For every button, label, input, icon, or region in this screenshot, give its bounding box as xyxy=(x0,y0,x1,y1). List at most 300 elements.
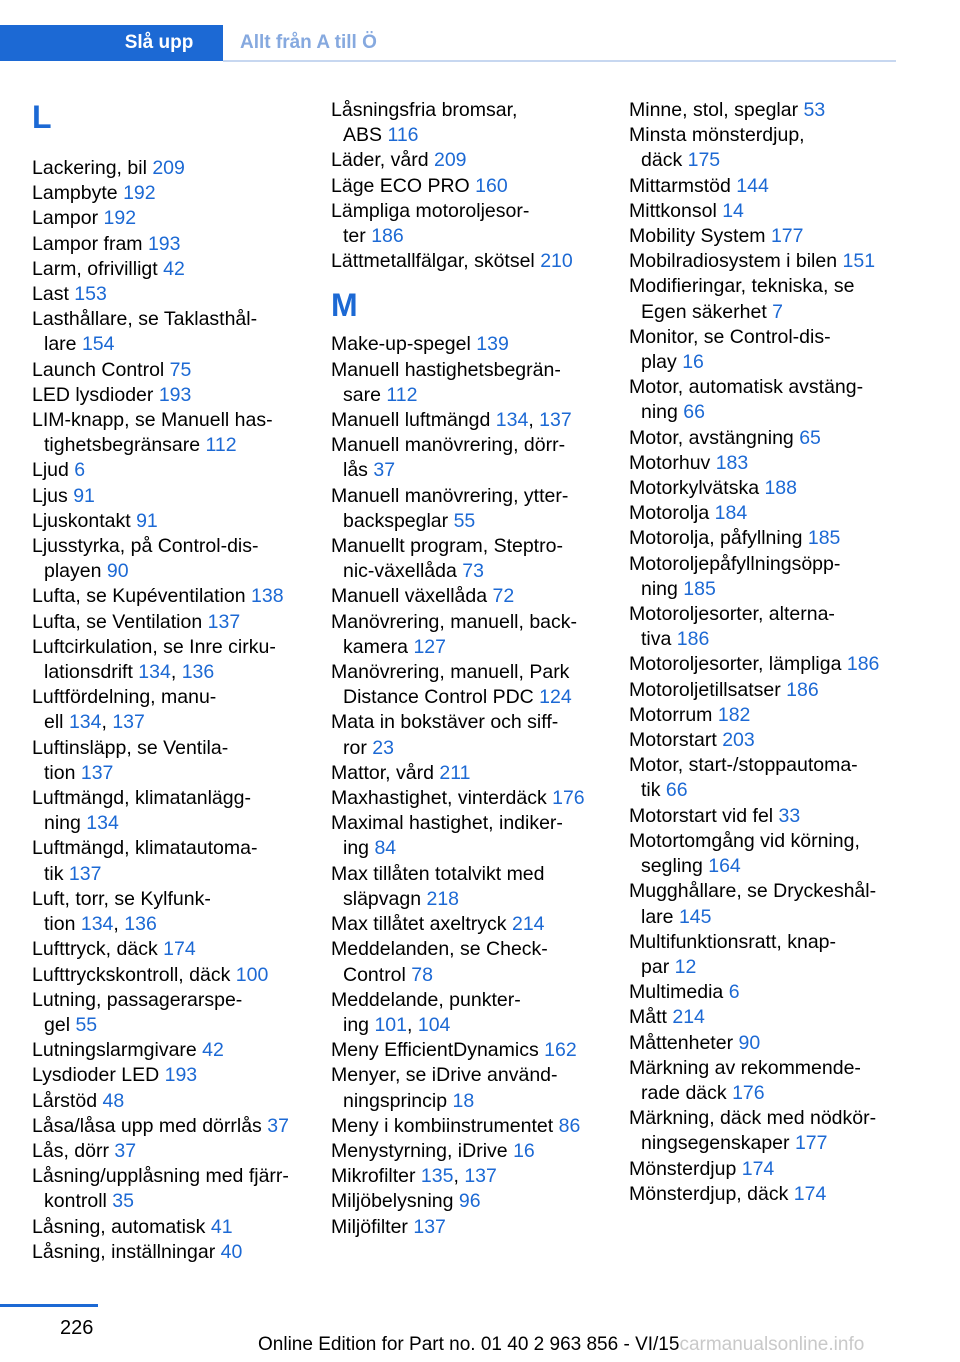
page-separator: , xyxy=(101,711,113,734)
page-link[interactable]: 33 xyxy=(778,804,801,827)
page-link[interactable]: 137 xyxy=(539,409,572,432)
page-link[interactable]: 214 xyxy=(672,1006,705,1029)
index-entry xyxy=(32,458,322,483)
page-link[interactable]: 139 xyxy=(476,333,509,356)
index-entry xyxy=(32,1038,322,1063)
page-link[interactable]: 75 xyxy=(169,358,192,381)
index-entry xyxy=(629,325,919,375)
index-entry xyxy=(629,98,919,123)
entry-text: Lufta, se Ventilation xyxy=(32,610,208,633)
page-link[interactable]: 134 xyxy=(138,661,171,684)
index-entry xyxy=(629,930,919,980)
page-link[interactable]: 14 xyxy=(722,199,744,222)
entry-text-continued: ter xyxy=(343,225,372,248)
entry-text: Motoroljepåfyllningsöpp- xyxy=(629,552,841,575)
index-entry xyxy=(32,610,322,635)
index-entry xyxy=(629,1056,919,1106)
index-entry xyxy=(331,332,621,357)
entry-text: Manuell manövrering, ytter- xyxy=(331,484,569,507)
page-separator: , xyxy=(407,1013,418,1036)
page-number: 226 xyxy=(60,1317,94,1339)
page-link[interactable]: 35 xyxy=(112,1190,134,1213)
index-entry xyxy=(629,678,919,703)
page-link[interactable]: 42 xyxy=(202,1039,224,1062)
entry-text: Ljus xyxy=(32,484,74,507)
entry-text-continued: ningsegenskaper xyxy=(641,1132,795,1155)
page-link[interactable]: 160 xyxy=(475,174,508,197)
page-link[interactable]: 184 xyxy=(714,502,748,525)
page-link[interactable]: 186 xyxy=(371,225,404,248)
entry-text: Lampbyte xyxy=(32,182,124,205)
entry-text: LED lysdioder xyxy=(32,383,159,406)
page-link[interactable]: 186 xyxy=(786,678,819,701)
page-link[interactable]: 91 xyxy=(73,484,95,507)
page-link[interactable]: 137 xyxy=(207,610,241,633)
entry-text-continued: kamera xyxy=(343,635,414,658)
index-entry xyxy=(32,963,322,988)
index-letter-heading: M xyxy=(331,287,358,324)
page-link[interactable]: 116 xyxy=(387,124,419,147)
entry-text-continued: kontroll xyxy=(44,1190,113,1213)
page-link[interactable]: 96 xyxy=(458,1190,481,1213)
page-link[interactable]: 124 xyxy=(539,686,572,709)
entry-text: Manuell växellåda xyxy=(331,585,493,608)
index-entry xyxy=(629,552,919,602)
page-link[interactable]: 6 xyxy=(74,459,86,482)
page-link[interactable]: 12 xyxy=(674,955,697,978)
page-link[interactable]: 86 xyxy=(558,1114,581,1137)
page-link[interactable]: 138 xyxy=(251,585,284,608)
entry-text: Modifieringar, tekniska, se xyxy=(629,275,855,298)
index-entry xyxy=(32,1240,322,1265)
page-link[interactable]: 23 xyxy=(372,736,394,759)
page-link[interactable]: 185 xyxy=(807,527,841,550)
index-entry xyxy=(331,433,621,483)
entry-text: Mata in bokstäver och siff- xyxy=(331,711,559,734)
page-link[interactable]: 112 xyxy=(205,434,237,457)
entry-text: Märkning av rekommende- xyxy=(629,1056,861,1079)
entry-text: Meddelanden, se Check- xyxy=(331,938,548,961)
page-link[interactable]: 182 xyxy=(717,703,751,726)
entry-text: Make-up-spegel xyxy=(331,333,477,356)
entry-text: Motorrum xyxy=(629,703,718,726)
page-link[interactable]: 186 xyxy=(846,653,880,676)
page-link[interactable]: 137 xyxy=(68,862,102,885)
page-link[interactable]: 193 xyxy=(147,232,181,255)
page-link[interactable]: 176 xyxy=(552,787,585,810)
index-entry xyxy=(331,710,621,760)
index-entry xyxy=(32,635,322,685)
page-link[interactable]: 183 xyxy=(715,451,749,474)
page-link[interactable]: 137 xyxy=(112,711,145,734)
page-link[interactable]: 193 xyxy=(164,1064,198,1087)
entry-text: Motor, start-/stoppautoma- xyxy=(629,754,858,777)
page-link[interactable]: 203 xyxy=(722,729,755,752)
page-link[interactable]: 144 xyxy=(736,174,769,197)
page-link[interactable]: 104 xyxy=(417,1013,451,1036)
index-column-1 xyxy=(32,98,322,1265)
index-entry xyxy=(629,753,919,803)
index-entry xyxy=(629,274,919,324)
index-entry xyxy=(331,1114,621,1139)
page-link[interactable]: 137 xyxy=(413,1215,446,1238)
index-entry xyxy=(32,383,322,408)
index-entry xyxy=(32,484,322,509)
entry-text: Mönsterdjup, däck xyxy=(629,1182,794,1205)
entry-text: Max tillåten totalvikt med xyxy=(331,862,545,885)
index-entry xyxy=(331,1139,621,1164)
page-link[interactable]: 211 xyxy=(439,761,471,784)
index-entry xyxy=(32,408,322,458)
header-divider xyxy=(223,60,896,62)
index-entry xyxy=(32,534,322,584)
entry-text: Manövrering, manuell, back- xyxy=(331,610,578,633)
page-link[interactable]: 136 xyxy=(124,913,157,936)
page-link[interactable]: 101 xyxy=(374,1013,407,1036)
index-entry xyxy=(629,980,919,1005)
index-entry xyxy=(32,786,322,836)
index-entry xyxy=(331,660,621,710)
page-link[interactable]: 134 xyxy=(86,812,119,835)
entry-text: Lufttryckskontroll, däck xyxy=(32,963,236,986)
index-entry xyxy=(331,148,621,173)
page-link[interactable]: 41 xyxy=(210,1215,233,1238)
entry-text-continued: däck xyxy=(641,149,688,172)
page-link[interactable]: 72 xyxy=(492,585,515,608)
entry-text: Monitor, se Control-dis- xyxy=(629,325,831,348)
entry-text: Menystyrning, iDrive xyxy=(331,1139,514,1162)
index-entry xyxy=(331,937,621,987)
watermark: carmanualsonline.info xyxy=(679,1334,865,1355)
entry-text-continued: ell xyxy=(44,711,69,734)
entry-text-continued: Control xyxy=(343,963,412,986)
entry-text-continued: sare xyxy=(343,383,387,406)
index-entry xyxy=(629,501,919,526)
entry-text-continued: tion xyxy=(44,761,81,784)
index-entry xyxy=(32,282,322,307)
entry-text-continued: tighetsbegränsare xyxy=(44,434,206,457)
entry-text: Manuell manövrering, dörr- xyxy=(331,434,566,457)
page-link[interactable]: 134 xyxy=(68,711,102,734)
entry-text: Motoroljesorter, alterna- xyxy=(629,603,835,626)
entry-text: Lackering, bil xyxy=(32,157,153,179)
index-entry xyxy=(331,1038,621,1063)
page-link[interactable]: 135 xyxy=(420,1165,454,1188)
entry-text-continued: lås xyxy=(343,459,374,482)
entry-text: Manuellt program, Steptro- xyxy=(331,535,563,558)
index-entry xyxy=(331,408,621,433)
entry-text: Manuell luftmängd xyxy=(331,409,496,432)
entry-text: Minne, stol, speglar xyxy=(629,99,804,121)
entry-text: Motorstart xyxy=(629,729,723,752)
page-link[interactable]: 214 xyxy=(511,913,545,936)
page-link[interactable]: 66 xyxy=(665,779,688,802)
page-link[interactable]: 136 xyxy=(181,661,215,684)
entry-text: Läge ECO PRO xyxy=(331,174,476,197)
page-separator: , xyxy=(528,409,540,432)
index-entry xyxy=(32,358,322,383)
page-link[interactable]: 55 xyxy=(75,1013,98,1036)
page-separator: , xyxy=(453,1165,465,1188)
page-link[interactable]: 175 xyxy=(687,149,721,172)
page-link[interactable]: 16 xyxy=(513,1139,535,1162)
entry-text: Motorolja xyxy=(629,502,715,525)
entry-text-continued: Egen säkerhet xyxy=(641,300,773,323)
page-link[interactable]: 112 xyxy=(386,383,418,406)
index-column-2 xyxy=(331,98,621,1240)
page-link[interactable]: 91 xyxy=(136,509,158,532)
page-link[interactable]: 185 xyxy=(683,577,716,600)
entry-text-continued: ning xyxy=(641,401,684,424)
entry-text: Motortomgång vid körning, xyxy=(629,829,860,852)
page-link[interactable]: 90 xyxy=(738,1031,761,1054)
entry-text-continued: ABS xyxy=(343,124,388,147)
index-entry xyxy=(331,174,621,199)
entry-text: Mobilradiosystem i bilen xyxy=(629,250,843,273)
entry-text: Låsning, automatisk xyxy=(32,1215,211,1238)
page-link[interactable]: 55 xyxy=(453,509,476,532)
page-link[interactable]: 53 xyxy=(803,99,826,121)
page-link[interactable]: 7 xyxy=(772,300,784,323)
entry-text: Ljusstyrka, på Control-dis- xyxy=(32,535,259,558)
page-link[interactable]: 192 xyxy=(123,182,156,205)
page-link[interactable]: 18 xyxy=(452,1089,475,1112)
index-entry xyxy=(331,484,621,534)
index-entry xyxy=(629,829,919,879)
page-link[interactable]: 40 xyxy=(220,1240,243,1263)
page-link[interactable]: 188 xyxy=(764,477,797,500)
entry-text: Motor, automatisk avstäng- xyxy=(629,376,864,399)
page-link[interactable]: 186 xyxy=(676,628,710,651)
footer-edition: Online Edition for Part no. 01 40 2 963 856 - VI/15carmanualsonline.info xyxy=(258,1334,865,1355)
index-entry xyxy=(331,98,621,148)
index-entry xyxy=(629,1031,919,1056)
page-link[interactable]: 162 xyxy=(544,1039,577,1062)
page-link[interactable]: 84 xyxy=(374,837,397,860)
page-link[interactable]: 209 xyxy=(433,149,467,172)
entry-text-continued: Distance Control PDC xyxy=(343,686,540,709)
entry-text-continued: par xyxy=(641,955,675,978)
tab-sla-upp[interactable]: Slå upp xyxy=(0,25,223,61)
entry-text: Motoroljetillsatser xyxy=(629,678,787,701)
page-link[interactable]: 37 xyxy=(373,459,396,482)
entry-text-continued: tik xyxy=(44,862,69,885)
index-entry xyxy=(629,703,919,728)
index-entry xyxy=(629,199,919,224)
entry-text: Luftfördelning, manu- xyxy=(32,686,217,709)
page-link[interactable]: 209 xyxy=(152,157,185,179)
entry-text-continued: ing xyxy=(343,837,375,860)
entry-text-continued: playen xyxy=(44,560,107,583)
entry-text: Mittkonsol xyxy=(629,199,723,222)
page-link[interactable]: 174 xyxy=(163,938,196,961)
page-link[interactable]: 42 xyxy=(163,257,185,280)
entry-text: Menyer, se iDrive använd- xyxy=(331,1064,558,1087)
index-entry xyxy=(331,1164,621,1189)
entry-text: Larm, ofrivilligt xyxy=(32,257,164,280)
index-entry xyxy=(331,811,621,861)
index-entry xyxy=(629,426,919,451)
page-link[interactable]: 48 xyxy=(102,1089,125,1112)
page-link[interactable]: 78 xyxy=(411,963,433,986)
entry-text: Minsta mönsterdjup, xyxy=(629,124,805,147)
entry-text: Motorkylvätska xyxy=(629,477,765,500)
index-entry xyxy=(32,181,322,206)
entry-text: Last xyxy=(32,283,75,306)
index-entry xyxy=(629,451,919,476)
page-link[interactable]: 100 xyxy=(235,963,269,986)
entry-text-continued: gel xyxy=(44,1013,76,1036)
tab-allt-fran-a-till-o[interactable]: Allt från A till Ö xyxy=(240,32,377,53)
page-link[interactable]: 153 xyxy=(74,283,107,306)
index-entry xyxy=(629,224,919,249)
entry-text: Luftmängd, klimatanlägg- xyxy=(32,787,251,810)
index-entry xyxy=(331,584,621,609)
index-entry xyxy=(331,862,621,912)
page-link[interactable]: 174 xyxy=(793,1182,827,1205)
page-link[interactable]: 137 xyxy=(80,761,114,784)
entry-text-continued: nic-växellåda xyxy=(343,560,463,583)
page-link[interactable]: 73 xyxy=(462,560,484,583)
entry-text-continued: rade däck xyxy=(641,1081,733,1104)
entry-text-continued: ing xyxy=(343,1013,375,1036)
index-entry xyxy=(32,232,322,257)
entry-text: Mattor, vård xyxy=(331,761,440,784)
index-entry xyxy=(331,912,621,937)
entry-text-continued: lationsdrift xyxy=(44,661,139,684)
index-entry xyxy=(629,249,919,274)
index-entry xyxy=(629,1157,919,1182)
index-entry xyxy=(331,1215,621,1240)
entry-text-continued: tion xyxy=(44,913,81,936)
entry-text-continued: backspeglar xyxy=(343,509,454,532)
page-link[interactable]: 176 xyxy=(732,1081,765,1104)
entry-text: Motorolja, påfyllning xyxy=(629,527,808,550)
index-entry xyxy=(331,610,621,660)
page-link[interactable]: 16 xyxy=(682,351,704,374)
page-link[interactable]: 37 xyxy=(114,1139,137,1162)
page-link[interactable]: 134 xyxy=(80,913,114,936)
page-link[interactable]: 151 xyxy=(842,250,876,273)
index-entry xyxy=(32,685,322,735)
page-link[interactable]: 154 xyxy=(81,333,115,356)
entry-text: Maximal hastighet, indiker- xyxy=(331,812,563,835)
index-entry xyxy=(32,1063,322,1088)
entry-text: Luftcirkulation, se Inre cirku- xyxy=(32,635,276,658)
page-link[interactable]: 192 xyxy=(103,207,137,230)
index-entry xyxy=(629,123,919,173)
entry-text: Märkning, däck med nödkör- xyxy=(629,1107,877,1130)
index-entry xyxy=(629,728,919,753)
entry-text: Lutning, passagerarspe- xyxy=(32,988,243,1011)
page-link[interactable]: 210 xyxy=(540,250,573,273)
index-entry xyxy=(32,206,322,231)
entry-text-continued: tik xyxy=(641,779,666,802)
entry-text: Lysdioder LED xyxy=(32,1064,165,1087)
entry-text: Lutningslarmgivare xyxy=(32,1039,203,1062)
page-link[interactable]: 193 xyxy=(158,383,192,406)
page-link[interactable]: 66 xyxy=(683,401,705,424)
entry-text: Multifunktionsratt, knap- xyxy=(629,930,837,953)
entry-text-continued: ningsprincip xyxy=(343,1089,453,1112)
index-entry xyxy=(331,534,621,584)
entry-text: Ljud xyxy=(32,459,75,482)
page-link[interactable]: 177 xyxy=(770,225,804,248)
entry-text: Mittarmstöd xyxy=(629,174,737,197)
page-link[interactable]: 174 xyxy=(741,1157,775,1180)
entry-text: Multimedia xyxy=(629,981,729,1004)
entry-text: Låsa/låsa upp med dörrlås xyxy=(32,1114,268,1137)
entry-text: Miljöbelysning xyxy=(331,1190,459,1213)
entry-text: Luft, torr, se Kylfunk- xyxy=(32,887,211,910)
entry-text: Meny i kombiinstrumentet xyxy=(331,1114,559,1137)
page-link[interactable]: 134 xyxy=(495,409,529,432)
page-link[interactable]: 6 xyxy=(728,981,740,1004)
entry-text: Mikrofilter xyxy=(331,1165,421,1188)
page-link[interactable]: 137 xyxy=(464,1165,497,1188)
entry-text: Motoroljesorter, lämpliga xyxy=(629,653,847,676)
index-letter-heading: L xyxy=(32,99,52,135)
entry-text: Lufttryck, däck xyxy=(32,938,164,961)
page-link[interactable]: 145 xyxy=(678,905,712,928)
entry-text-continued: ning xyxy=(44,812,87,835)
entry-text: Motorhuv xyxy=(629,451,716,474)
index-entry xyxy=(32,988,322,1038)
entry-text: Lasthållare, se Taklasthål- xyxy=(32,308,258,331)
index-entry xyxy=(331,358,621,408)
entry-text: Luftmängd, klimatautoma- xyxy=(32,837,258,860)
page-link[interactable]: 164 xyxy=(708,855,741,878)
index-entry xyxy=(32,257,322,282)
index-entry xyxy=(629,174,919,199)
page-link[interactable]: 127 xyxy=(413,635,446,658)
index-entry xyxy=(629,602,919,652)
index-entry xyxy=(629,652,919,677)
index-entry xyxy=(32,156,322,181)
index-entry xyxy=(32,1089,322,1114)
index-entry xyxy=(32,584,322,609)
entry-text: Läder, vård xyxy=(331,149,434,172)
entry-text: Miljöfilter xyxy=(331,1215,414,1238)
index-entry xyxy=(32,307,322,357)
index-entry xyxy=(629,476,919,501)
entry-text-continued: segling xyxy=(641,855,709,878)
page-separator: , xyxy=(113,913,125,936)
index-entry xyxy=(32,887,322,937)
entry-text: Manuell hastighetsbegrän- xyxy=(331,358,561,381)
entry-text-continued: play xyxy=(641,351,683,374)
entry-text: Lampor xyxy=(32,207,104,230)
index-entry xyxy=(32,937,322,962)
entry-text: Maxhastighet, vinterdäck xyxy=(331,787,553,810)
index-entry xyxy=(331,1063,621,1113)
page-link[interactable]: 37 xyxy=(267,1114,289,1137)
index-column-3 xyxy=(629,98,919,1207)
index-entry xyxy=(32,1215,322,1240)
header-bar xyxy=(0,0,960,62)
entry-text: Mått xyxy=(629,1006,673,1029)
entry-text: Meddelande, punkter- xyxy=(331,988,521,1011)
page-link[interactable]: 90 xyxy=(106,560,129,583)
footer-accent-line xyxy=(0,1304,98,1307)
entry-text: Motorstart vid fel xyxy=(629,804,779,827)
page-link[interactable]: 65 xyxy=(799,426,821,449)
entry-text: Max tillåtet axeltryck xyxy=(331,913,512,936)
index-entry xyxy=(629,1005,919,1030)
page-link[interactable]: 177 xyxy=(794,1132,828,1155)
page-link[interactable]: 218 xyxy=(426,887,460,910)
index-entry xyxy=(32,1114,322,1139)
